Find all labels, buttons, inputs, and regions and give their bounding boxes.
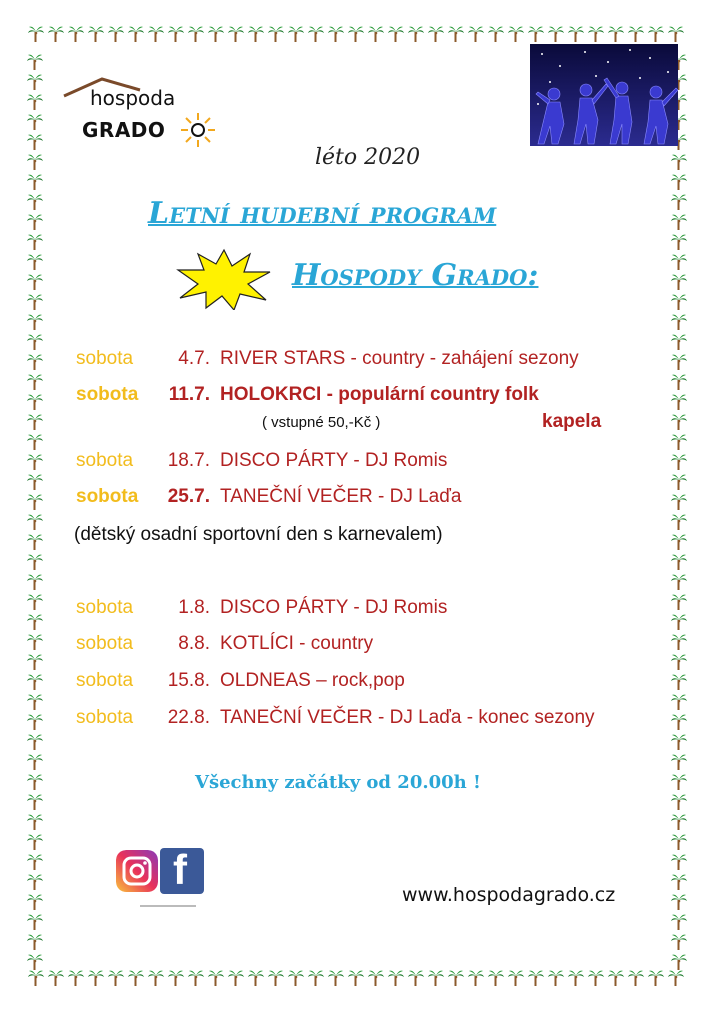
event-title: KOTLÍCI - country [220, 633, 374, 654]
palm-tree-icon [488, 27, 504, 42]
event-day: sobota [76, 670, 134, 691]
palm-tree-icon [27, 675, 43, 690]
palm-tree-icon [27, 55, 43, 70]
palm-tree-icon [668, 27, 684, 42]
event-title: DISCO PÁRTY - DJ Romis [220, 597, 448, 618]
palm-tree-icon [428, 27, 444, 42]
event-title: TANEČNÍ VEČER - DJ Laďa [220, 486, 462, 507]
logo-word-hospoda: hospoda [90, 86, 176, 110]
facebook-icon[interactable] [160, 848, 204, 894]
palm-tree-icon [27, 955, 43, 970]
palm-tree-icon [27, 715, 43, 730]
palm-tree-icon [428, 971, 444, 986]
palm-tree-icon [588, 971, 604, 986]
palm-tree-icon [308, 27, 324, 42]
palm-tree-icon [208, 27, 224, 42]
palm-tree-icon [468, 27, 484, 42]
palm-tree-icon [671, 895, 687, 910]
palm-tree-icon [27, 175, 43, 190]
palm-border-left [26, 52, 44, 972]
palm-tree-icon [168, 27, 184, 42]
palm-tree-icon [68, 27, 84, 42]
palm-tree-icon [348, 971, 364, 986]
palm-tree-icon [27, 215, 43, 230]
palm-tree-icon [628, 971, 644, 986]
palm-tree-icon [27, 635, 43, 650]
palm-tree-icon [671, 675, 687, 690]
palm-tree-icon [27, 415, 43, 430]
palm-tree-icon [671, 875, 687, 890]
event-date: 11.7. [168, 384, 210, 405]
palm-tree-icon [671, 695, 687, 710]
event-day: sobota [76, 384, 139, 405]
palm-tree-icon [568, 27, 584, 42]
palm-tree-icon [27, 115, 43, 130]
palm-tree-icon [671, 415, 687, 430]
palm-tree-icon [208, 971, 224, 986]
event-day: sobota [76, 486, 139, 507]
palm-tree-icon [248, 27, 264, 42]
palm-tree-icon [671, 195, 687, 210]
event-date: 18.7. [167, 450, 210, 471]
palm-tree-icon [27, 275, 43, 290]
palm-tree-icon [671, 455, 687, 470]
palm-tree-icon [648, 27, 664, 42]
palm-tree-icon [671, 335, 687, 350]
event-title: TANEČNÍ VEČER - DJ Laďa - konec sezony [220, 707, 595, 728]
palm-tree-icon [27, 235, 43, 250]
palm-tree-icon [128, 971, 144, 986]
palm-tree-icon [608, 27, 624, 42]
palm-tree-icon [27, 335, 43, 350]
palm-tree-icon [27, 155, 43, 170]
sun-icon [180, 112, 216, 148]
palm-tree-icon [148, 971, 164, 986]
event-date: 22.8. [167, 707, 210, 728]
dancers-image [530, 44, 678, 146]
hospoda-grado-logo [62, 76, 222, 156]
palm-tree-icon [68, 971, 84, 986]
event-day: sobota [76, 633, 134, 654]
palm-tree-icon [27, 615, 43, 630]
palm-tree-icon [671, 715, 687, 730]
palm-tree-icon [328, 27, 344, 42]
palm-tree-icon [148, 27, 164, 42]
palm-tree-icon [671, 575, 687, 590]
palm-tree-icon [671, 795, 687, 810]
palm-tree-icon [671, 155, 687, 170]
palm-tree-icon [508, 971, 524, 986]
palm-tree-icon [568, 971, 584, 986]
palm-tree-icon [27, 295, 43, 310]
palm-tree-icon [671, 475, 687, 490]
palm-tree-icon [27, 475, 43, 490]
instagram-icon[interactable] [116, 850, 158, 892]
palm-tree-icon [408, 27, 424, 42]
facebook-letter: f [173, 846, 187, 893]
palm-tree-icon [27, 515, 43, 530]
palm-tree-icon [28, 971, 44, 986]
palm-tree-icon [548, 27, 564, 42]
palm-tree-icon [388, 27, 404, 42]
event-title: RIVER STARS - country - zahájení sezony [220, 348, 579, 369]
palm-tree-icon [368, 971, 384, 986]
event-date: 15.8. [167, 670, 210, 691]
palm-tree-icon [288, 27, 304, 42]
palm-tree-icon [27, 95, 43, 110]
palm-tree-icon [308, 971, 324, 986]
palm-tree-icon [668, 971, 684, 986]
palm-tree-icon [671, 255, 687, 270]
palm-tree-icon [671, 215, 687, 230]
palm-tree-icon [671, 595, 687, 610]
palm-tree-icon [27, 935, 43, 950]
website-url[interactable]: www.hospodagrado.cz [402, 884, 616, 906]
palm-tree-icon [508, 27, 524, 42]
palm-tree-icon [608, 971, 624, 986]
band-word: kapela [542, 411, 602, 432]
palm-tree-icon [228, 27, 244, 42]
palm-tree-icon [27, 835, 43, 850]
palm-tree-icon [27, 495, 43, 510]
palm-tree-icon [408, 971, 424, 986]
palm-tree-icon [671, 375, 687, 390]
palm-tree-icon [27, 455, 43, 470]
palm-tree-icon [108, 971, 124, 986]
palm-tree-icon [27, 255, 43, 270]
palm-tree-icon [671, 955, 687, 970]
palm-tree-icon [671, 535, 687, 550]
palm-tree-icon [671, 835, 687, 850]
palm-tree-icon [27, 375, 43, 390]
palm-tree-icon [628, 27, 644, 42]
palm-tree-icon [27, 915, 43, 930]
palm-tree-icon [27, 875, 43, 890]
palm-tree-icon [588, 27, 604, 42]
palm-tree-icon [27, 895, 43, 910]
entry-fee-note: ( vstupné 50,-Kč ) [262, 414, 381, 431]
palm-tree-icon [27, 315, 43, 330]
start-time-note: Všechny začátky od 20.00h ! [195, 772, 481, 793]
palm-tree-icon [88, 971, 104, 986]
palm-tree-icon [671, 315, 687, 330]
palm-tree-icon [108, 27, 124, 42]
event-day: sobota [76, 450, 134, 471]
event-day: sobota [76, 707, 134, 728]
palm-tree-icon [671, 635, 687, 650]
program-title: Letní hudební program [148, 196, 497, 231]
palm-tree-icon [368, 27, 384, 42]
event-date: 1.8. [178, 597, 210, 618]
palm-tree-icon [671, 935, 687, 950]
palm-tree-icon [671, 855, 687, 870]
palm-tree-icon [188, 27, 204, 42]
palm-tree-icon [27, 355, 43, 370]
palm-tree-icon [128, 27, 144, 42]
palm-tree-icon [27, 695, 43, 710]
palm-tree-icon [671, 295, 687, 310]
palm-tree-icon [248, 971, 264, 986]
palm-tree-icon [268, 27, 284, 42]
palm-tree-icon [27, 395, 43, 410]
starburst-icon [176, 248, 272, 310]
palm-tree-icon [671, 555, 687, 570]
palm-tree-icon [27, 195, 43, 210]
palm-tree-icon [48, 27, 64, 42]
palm-tree-icon [671, 355, 687, 370]
event-title: OLDNEAS – rock,pop [220, 670, 405, 691]
event-date: 8.8. [178, 633, 210, 654]
palm-tree-icon [348, 27, 364, 42]
palm-tree-icon [27, 555, 43, 570]
palm-border-top [28, 24, 688, 44]
palm-tree-icon [671, 495, 687, 510]
palm-tree-icon [671, 735, 687, 750]
palm-tree-icon [27, 595, 43, 610]
palm-tree-icon [671, 775, 687, 790]
event-date: 25.7. [167, 486, 210, 507]
palm-tree-icon [27, 575, 43, 590]
palm-tree-icon [27, 755, 43, 770]
event-day: sobota [76, 348, 134, 369]
event-day: sobota [76, 597, 134, 618]
palm-tree-icon [268, 971, 284, 986]
palm-tree-icon [528, 971, 544, 986]
program-subtitle: Hospody Grado: [292, 258, 539, 293]
kids-day-note: (dětský osadní sportovní den s karnevalem) [74, 524, 443, 545]
palm-tree-icon [48, 971, 64, 986]
small-caption-line [140, 905, 196, 907]
event-date: 4.7. [178, 348, 210, 369]
palm-tree-icon [168, 971, 184, 986]
palm-tree-icon [448, 27, 464, 42]
event-title: DISCO PÁRTY - DJ Romis [220, 450, 448, 471]
palm-tree-icon [671, 655, 687, 670]
palm-tree-icon [671, 755, 687, 770]
palm-tree-icon [388, 971, 404, 986]
palm-tree-icon [27, 815, 43, 830]
palm-tree-icon [671, 235, 687, 250]
palm-tree-icon [27, 735, 43, 750]
palm-tree-icon [448, 971, 464, 986]
palm-tree-icon [671, 615, 687, 630]
palm-tree-icon [548, 971, 564, 986]
season-label: léto 2020 [315, 145, 421, 170]
palm-border-bottom [28, 968, 688, 988]
palm-tree-icon [27, 535, 43, 550]
palm-tree-icon [228, 971, 244, 986]
palm-tree-icon [188, 971, 204, 986]
palm-tree-icon [671, 815, 687, 830]
palm-tree-icon [528, 27, 544, 42]
palm-tree-icon [88, 27, 104, 42]
palm-tree-icon [27, 775, 43, 790]
palm-tree-icon [671, 395, 687, 410]
palm-tree-icon [27, 855, 43, 870]
palm-tree-icon [648, 971, 664, 986]
palm-tree-icon [671, 175, 687, 190]
palm-border-right [670, 52, 688, 972]
palm-tree-icon [328, 971, 344, 986]
event-title: HOLOKRCI - populární country folk [220, 384, 539, 405]
palm-tree-icon [671, 515, 687, 530]
palm-tree-icon [671, 915, 687, 930]
palm-tree-icon [288, 971, 304, 986]
palm-tree-icon [27, 795, 43, 810]
palm-tree-icon [488, 971, 504, 986]
palm-tree-icon [671, 275, 687, 290]
logo-word-grado: GRADO [82, 118, 166, 142]
palm-tree-icon [28, 27, 44, 42]
palm-tree-icon [468, 971, 484, 986]
palm-tree-icon [27, 135, 43, 150]
palm-tree-icon [27, 75, 43, 90]
palm-tree-icon [27, 435, 43, 450]
palm-tree-icon [27, 655, 43, 670]
palm-tree-icon [671, 435, 687, 450]
